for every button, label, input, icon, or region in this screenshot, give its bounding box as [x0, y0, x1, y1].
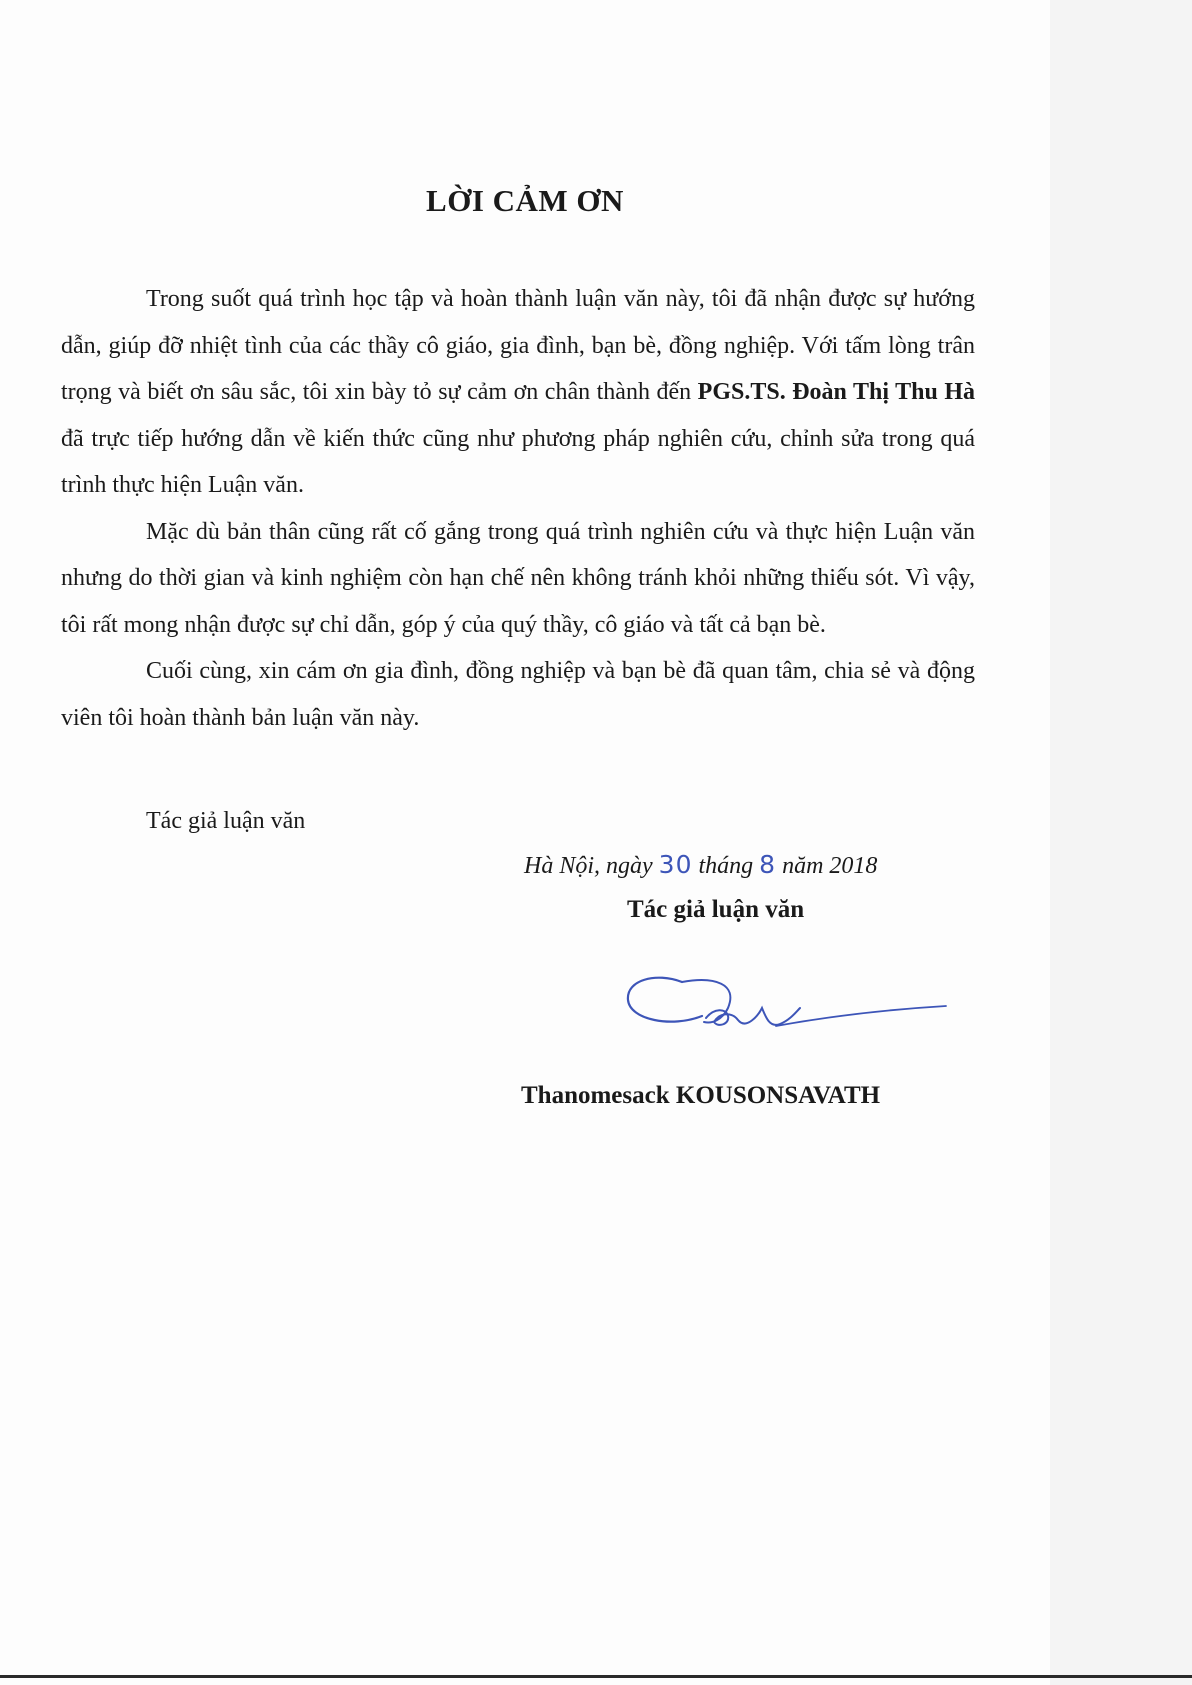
- date-month-label: tháng: [692, 853, 760, 879]
- author-label-left: Tác giả luận văn: [146, 808, 306, 834]
- paragraph-acknowledgement: [61, 276, 975, 509]
- date-year: năm 2018: [776, 853, 878, 879]
- author-name: Thanomesack KOUSONSAVATH: [521, 1082, 881, 1109]
- scan-margin: [1050, 0, 1192, 1685]
- paragraph-1-part-1: Trong suốt quá trình học tập và hoàn thành luận văn này, tôi đã nhận được sự hướng dẫn, giúp đỡ nhiệt tình của các thầy cô giáo, gia đình, bạn bè, đồng nghiệp. Với tấm lòng trân trọng và biết ơn sâu sắc, tôi xin bày tỏ sự cảm ơn chân thành đến: [61, 286, 975, 405]
- body-text: [61, 276, 975, 741]
- paragraph-thanks-family: Cuối cùng, xin cám ơn gia đình, đồng nghiệp và bạn bè đã quan tâm, chia sẻ và động viên tôi hoàn thành bản luận văn này.: [61, 658, 975, 731]
- signature: [620, 968, 950, 1040]
- date-prefix: Hà Nội, ngày: [524, 853, 659, 879]
- bottom-edge-line: [0, 1675, 1192, 1678]
- advisor-name: PGS.TS. Đoàn Thị Thu Hà: [697, 379, 975, 405]
- page-title: LỜI CẢM ƠN: [426, 183, 624, 218]
- handwritten-month: 8: [759, 850, 777, 879]
- date-line: [524, 850, 877, 880]
- author-label-right: Tác giả luận văn: [627, 896, 805, 923]
- handwritten-day: 30: [658, 850, 693, 879]
- paragraph-1-part-2: đã trực tiếp hướng dẫn về kiến thức cũng như phương pháp nghiên cứu, chỉnh sửa trong quá trình thực hiện Luận văn.: [61, 425, 975, 498]
- paragraph-limitations: Mặc dù bản thân cũng rất cố gắng trong quá trình nghiên cứu và thực hiện Luận văn nhưng do thời gian và kinh nghiệm còn hạn chế nên không tránh khỏi những thiếu sót. Vì vậy, tôi rất mong nhận được sự chỉ dẫn, góp ý của quý thầy, cô giáo và tất cả bạn bè.: [61, 518, 975, 638]
